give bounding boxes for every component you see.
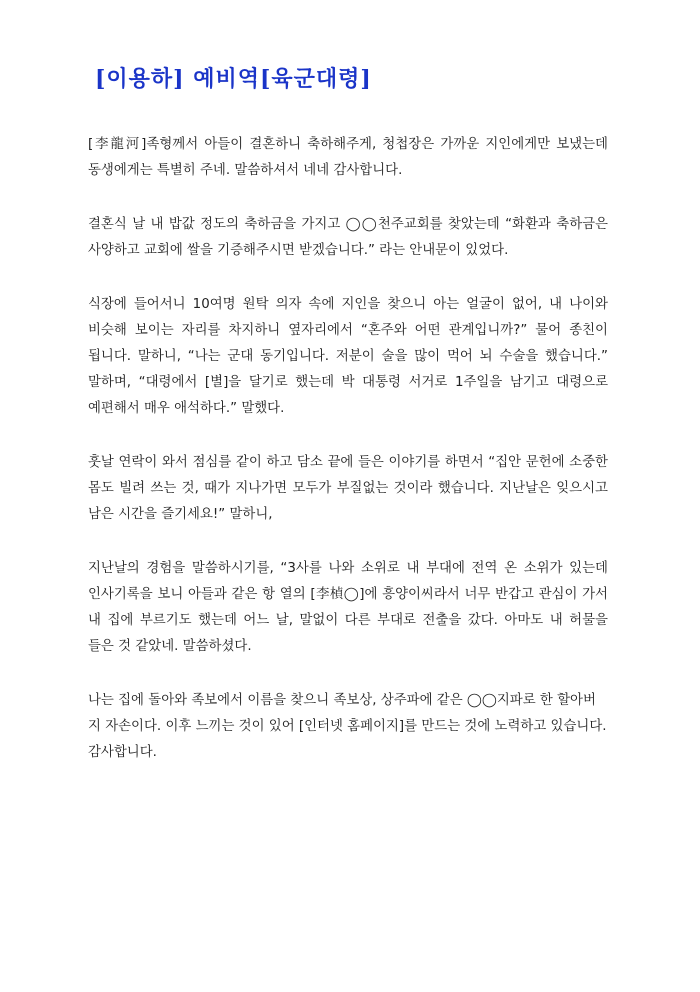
document-body (88, 132, 608, 766)
closing-paragraph: 나는 집에 돌아와 족보에서 이름을 찾으니 족보상, 상주파에 같은 ◯◯지파로 한 할아버지 자손이다. 이후 느끼는 것이 있어 [인터넷 홈페이지]를 만드는 것에 노력하고 있습니다. (88, 693, 607, 734)
document-title: [이용하] 예비역[육군대령] (95, 66, 372, 92)
paragraph: [李龍河]족형께서 아들이 결혼하니 축하해주게, 청첩장은 가까운 지인에게만 보냈는데 동생에게는 특별히 주네. 말씀하셔서 네네 감사합니다. (88, 137, 608, 178)
paragraph: 식장에 들어서니 10여명 원탁 의자 속에 지인을 찾으니 아는 얼굴이 없어, 내 나이와 비슷해 보이는 자리를 차지하니 옆자리에서 “혼주와 어떤 관계입니까?” 물어 종친이 됩니다. 말하니, “나는 군대 동기입니다. 저분이 술을 많이 먹어 뇌 수술을 했습니다.” 말하며, “대령에서 [별]을 달기로 했는데 박 대통령 서거로 1주일을 남기고 대령으로 예편해서 매우 애석하다.” 말했다. (88, 297, 608, 416)
closing-block (88, 688, 608, 766)
paragraph: 결혼식 날 내 밥값 정도의 축하금을 가지고 ◯◯천주교회를 찾았는데 “화환과 축하금은 사양하고 교회에 쌀을 기증해주시면 받겠습니다.” 라는 안내문이 있었다. (88, 217, 608, 258)
paragraph: 훗날 연락이 와서 점심를 같이 하고 담소 끝에 들은 이야기를 하면서 “집안 문헌에 소중한 몸도 빌려 쓰는 것, 때가 지나가면 모두가 부질없는 것이라 했습니다. 지난날은 잊으시고 남은 시간을 즐기세요!” 말하니, (88, 455, 608, 522)
paragraph: 지난날의 경험을 말씀하시기를, “3사를 나와 소위로 내 부대에 전역 온 소위가 있는데 인사기록을 보니 아들과 같은 항 열의 [李楨◯]에 흥양이씨라서 너무 반갑고 관심이 가서 내 집에 부르기도 했는데 어느 날, 말없이 다른 부대로 전출을 갔다. 아마도 내 허물을 들은 것 같았네. 말씀하셨다. (88, 561, 608, 654)
closing-thanks: 감사합니다. (88, 745, 157, 760)
